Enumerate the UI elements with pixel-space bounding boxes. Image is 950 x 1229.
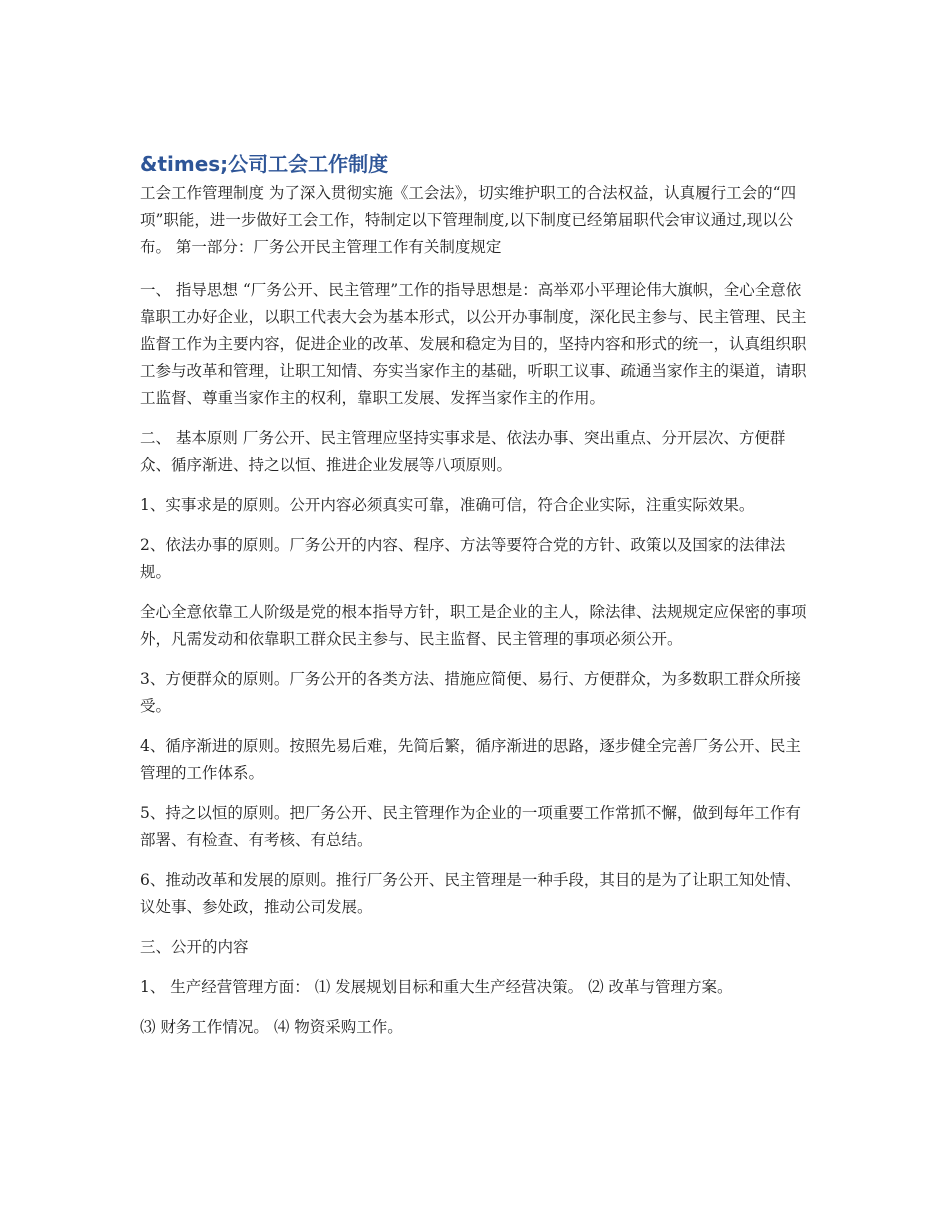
- paragraph-guiding-ideology: 一、 指导思想 “厂务公开、民主管理”工作的指导思想是：高举邓小平理论伟大旗帜，全心全意依靠职工办好企业，以职工代表大会为基本形式，以公开办事制度，深化民主参与、民主管理、民主监督工作为主要内容，促进企业的改革、发展和稳定为目的，坚持内容和形式的统一，认真组织职工参与改革和管理，让职工知情、夯实当家作主的基础，听职工议事、疏通当家作主的渠道，请职工监督、尊重当家作主的权利，靠职工发展、发挥当家作主的作用。: [140, 281, 807, 407]
- paragraph-basic-principles: 二、 基本原则 厂务公开、民主管理应坚持实事求是、依法办事、突出重点、分开层次、方便群众、循序渐进、持之以恒、推进企业发展等八项原则。: [140, 429, 786, 474]
- document-page: [140, 150, 810, 1054]
- paragraph-section-3-item-1: 1、 生产经营管理方面： ⑴ 发展规划目标和重大生产经营决策。 ⑵ 改革与管理方案。: [140, 978, 733, 996]
- paragraph-principle-1: 1、实事求是的原则。公开内容必须真实可靠，准确可信，符合企业实际，注重实际效果。: [140, 496, 755, 514]
- paragraph-principle-5: 5、持之以恒的原则。把厂务公开、民主管理作为企业的一项重要工作常抓不懈，做到每年工作有部署、有检查、有考核、有总结。: [140, 804, 801, 849]
- paragraph-principle-4: 4、循序渐进的原则。按照先易后难，先简后繁，循序渐进的思路，逐步健全完善厂务公开、民主管理的工作体系。: [140, 737, 801, 782]
- document-title: &times;公司工会工作制度: [140, 152, 389, 176]
- paragraph-intro: 工会工作管理制度 为了深入贯彻实施《工会法》，切实维护职工的合法权益，认真履行工会的“四项”职能，进一步做好工会工作，特制定以下管理制度,以下制度已经第届职代会审议通过,现以公布。 第一部分：厂务公开民主管理工作有关制度规定: [140, 184, 797, 256]
- paragraph-principle-6: 6、推动改革和发展的原则。推行厂务公开、民主管理是一种手段，其目的是为了让职工知处情、议处事、参处政，推动公司发展。: [140, 871, 801, 916]
- paragraph-section-3-heading: 三、公开的内容: [140, 938, 249, 956]
- paragraph-principle-2: 2、依法办事的原则。厂务公开的内容、程序、方法等要符合党的方针、政策以及国家的法律法规。: [140, 536, 786, 581]
- paragraph-principle-3: 3、方便群众的原则。厂务公开的各类方法、措施应简便、易行、方便群众，为多数职工群众所接受。: [140, 670, 801, 715]
- paragraph-section-3-item-1-cont: ⑶ 财务工作情况。 ⑷ 物资采购工作。: [140, 1018, 403, 1036]
- paragraph-principle-2-detail: 全心全意依靠工人阶级是党的根本指导方针，职工是企业的主人，除法律、法规规定应保密的事项外，凡需发动和依靠职工群众民主参与、民主监督、民主管理的事项必须公开。: [140, 603, 807, 648]
